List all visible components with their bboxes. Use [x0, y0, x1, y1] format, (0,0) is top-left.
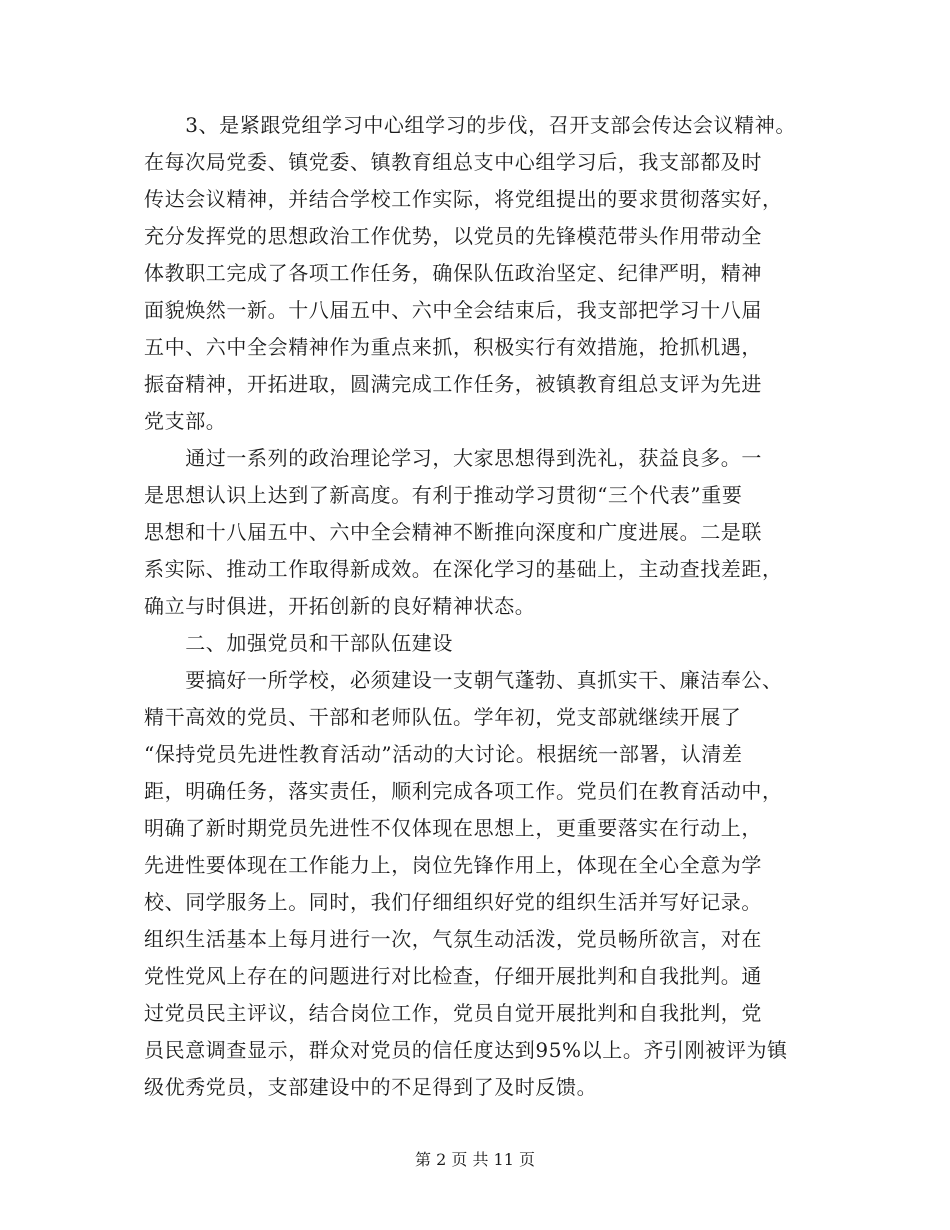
text-line: 组织生活基本上每月进行一次，气氛生动活泼，党员畅所欲言，对在: [144, 927, 762, 951]
text-line: 振奋精神，开拓进取，圆满完成工作任务，被镇教育组总支评为先进: [144, 372, 762, 396]
text-line: 体教职工完成了各项工作任务，确保队伍政治坚定、纪律严明，精神: [144, 261, 762, 285]
text-line: 传达会议精神，并结合学校工作实际，将党组提出的要求贯彻落实好，: [144, 187, 783, 211]
text-line: 3、是紧跟党组学习中心组学习的步伐，召开支部会传达会议精神。: [144, 113, 796, 137]
text-line: 充分发挥党的思想政治工作优势，以党员的先锋模范带头作用带动全: [144, 224, 762, 248]
text-line: 思想和十八届五中、六中全会精神不断推向深度和广度进展。二是联: [144, 520, 762, 544]
body-text: [144, 107, 804, 1106]
page-number-footer: 第 2 页 共 11 页: [415, 1150, 535, 1169]
text-line: 党支部。: [144, 409, 227, 433]
text-line: 党性党风上存在的问题进行对比检查，仔细开展批判和自我批判。通: [144, 964, 762, 988]
text-line: 过党员民主评议，结合岗位工作，党员自觉开展批判和自我批判，党: [144, 1001, 762, 1025]
text-line: 要搞好一所学校，必须建设一支朝气蓬勃、真抓实干、廉洁奉公、: [144, 668, 783, 692]
text-line: 面貌焕然一新。十八届五中、六中全会结束后，我支部把学习十八届: [144, 298, 762, 322]
text-line: 系实际、推动工作取得新成效。在深化学习的基础上，主动查找差距，: [144, 557, 783, 581]
text-line: 在每次局党委、镇党委、镇教育组总支中心组学习后，我支部都及时: [144, 150, 762, 174]
text-line: 校、同学服务上。同时，我们仔细组织好党的组织生活并写好记录。: [144, 890, 762, 914]
text-line: 精干高效的党员、干部和老师队伍。学年初，党支部就继续开展了: [144, 705, 742, 729]
text-line: 距，明确任务，落实责任，顺利完成各项工作。党员们在教育活动中，: [144, 779, 783, 803]
text-line: 是思想认识上达到了新高度。有利于推动学习贯彻“三个代表”重要: [144, 483, 743, 507]
text-line: 级优秀党员，支部建设中的不足得到了及时反馈。: [144, 1075, 598, 1099]
text-line: “保持党员先进性教育活动”活动的大讨论。根据统一部署，认清差: [144, 742, 743, 766]
text-line: 通过一系列的政治理论学习，大家思想得到洗礼，获益良多。一: [144, 446, 762, 470]
text-line: 员民意调查显示，群众对党员的信任度达到95%以上。齐引刚被评为镇: [144, 1038, 788, 1062]
text-line: 确立与时俱进，开拓创新的良好精神状态。: [144, 594, 536, 618]
text-line: 五中、六中全会精神作为重点来抓，积极实行有效措施，抢抓机遇，: [144, 335, 762, 359]
section-heading: 二、加强党员和干部队伍建设: [144, 631, 453, 655]
text-line: 先进性要体现在工作能力上，岗位先锋作用上，体现在全心全意为学: [144, 853, 762, 877]
text-line: 明确了新时期党员先进性不仅体现在思想上，更重要落实在行动上，: [144, 816, 762, 840]
